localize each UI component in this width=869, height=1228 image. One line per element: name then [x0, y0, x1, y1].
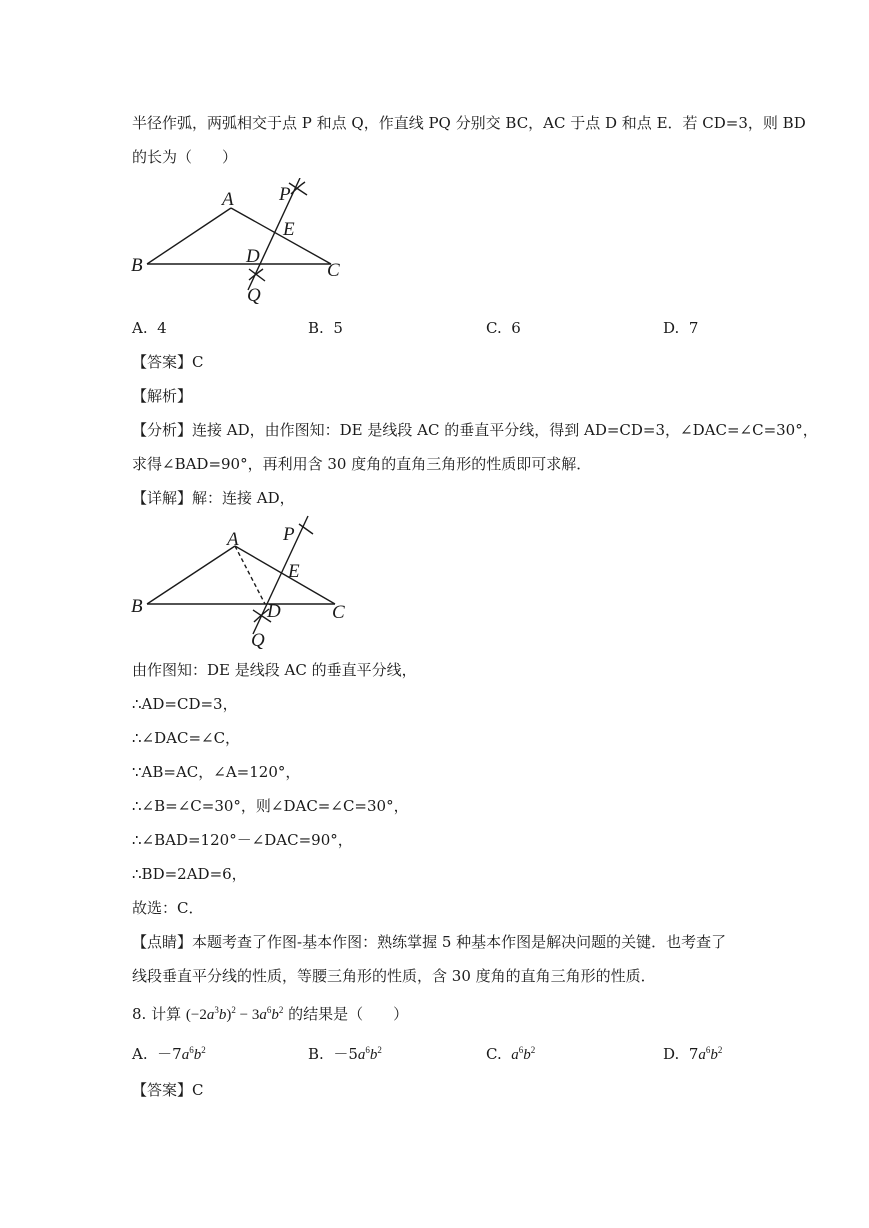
label-d: D [246, 246, 260, 267]
label-p: P [283, 524, 295, 545]
label-c: C [327, 260, 340, 281]
segment-ac [235, 546, 335, 604]
q7-step-4: ∵AB=AC，∠A=120°， [132, 763, 301, 781]
q7-step-2: ∴AD=CD=3， [132, 695, 238, 713]
q7-option-d: D. 7 [663, 319, 699, 337]
q7-step-5: ∴∠B=∠C=30°，则∠DAC=∠C=30°， [132, 797, 409, 815]
q7-step-6: ∴∠BAD=120°－∠DAC=90°， [132, 831, 353, 849]
segment-ab [147, 546, 235, 604]
label-e: E [288, 561, 300, 582]
q8-option-a: A. $-7a^6b^2$ [132, 1045, 206, 1063]
label-p: P [279, 184, 291, 205]
label-c: C [332, 602, 345, 623]
label-d: D [267, 601, 281, 622]
q8-expression: $(-2a^3b)^2 - 3a^6b^2$ [185, 1005, 284, 1023]
label-a: A [222, 189, 234, 210]
q7-detail-intro: 【详解】解：连接 AD， [132, 489, 295, 507]
q7-answer: 【答案】C [132, 353, 204, 371]
q8-answer: 【答案】C [132, 1081, 204, 1099]
arc-mark-p1 [299, 524, 313, 534]
q7-dianjing-line1: 【点睛】本题考查了作图-基本作图：熟练掌握 5 种基本作图是解决问题的关键．也考查了 [132, 933, 727, 951]
label-a: A [227, 529, 239, 550]
q8-option-b: B. $-5a^6b^2$ [308, 1045, 382, 1063]
q7-option-a: A. 4 [132, 319, 167, 337]
label-q: Q [251, 630, 265, 650]
label-e: E [283, 219, 295, 240]
label-q: Q [247, 285, 261, 306]
q8-option-c: C. $a^6b^2$ [486, 1045, 536, 1063]
q7-step-8: 故选：C． [132, 899, 204, 917]
q7-figure-1 [125, 178, 350, 313]
q7-option-b: B. 5 [308, 319, 343, 337]
q7-step-1: 由作图知：DE 是线段 AC 的垂直平分线， [132, 661, 417, 679]
q7-step-3: ∴∠DAC=∠C， [132, 729, 241, 747]
q7-dianjing-line2: 线段垂直平分线的性质，等腰三角形的性质，含 30 度角的直角三角形的性质． [132, 967, 656, 985]
q7-step-7: ∴BD=2AD=6， [132, 865, 247, 883]
q8-option-d: D. $7a^6b^2$ [663, 1045, 723, 1063]
q8-stem: 8. 计算 $(-2a^3b)^2 - 3a^6b^2$ 的结果是（ ） [132, 1005, 409, 1023]
q7-analysis-heading: 【解析】 [132, 387, 193, 405]
q7-stem-line2: 的长为（ ） [132, 148, 238, 166]
label-b: B [131, 255, 143, 276]
q7-fenxi-line1: 【分析】连接 AD，由作图知：DE 是线段 AC 的垂直平分线，得到 AD=CD=3，∠DAC=∠C=30°， [132, 421, 818, 439]
q7-option-c: C. 6 [486, 319, 521, 337]
q7-figure-2 [125, 512, 355, 650]
segment-ab [147, 208, 231, 264]
label-b: B [131, 596, 143, 617]
q7-stem-line1: 半径作弧，两弧相交于点 P 和点 Q，作直线 PQ 分别交 BC，AC 于点 D 和点 E．若 CD=3，则 BD [132, 114, 806, 132]
q7-fenxi-line2: 求得∠BAD=90°，再利用含 30 度角的直角三角形的性质即可求解． [132, 455, 592, 473]
